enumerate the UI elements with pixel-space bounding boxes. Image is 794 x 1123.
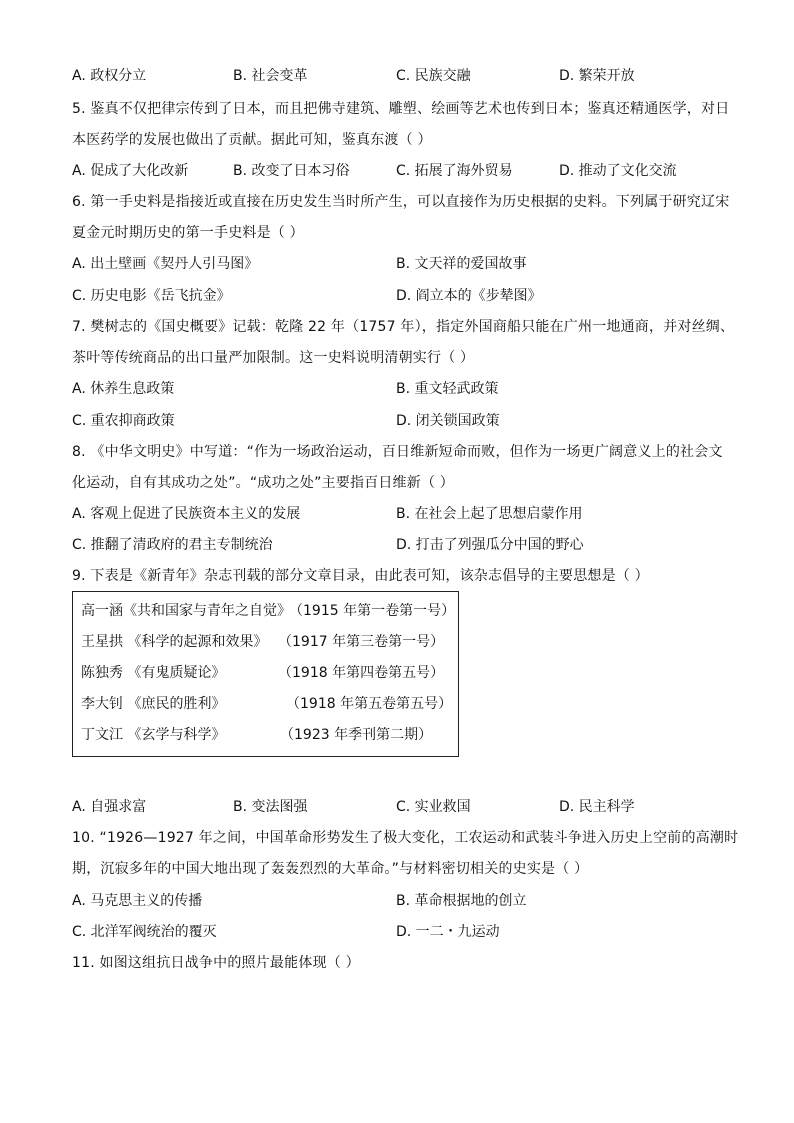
- q8-option-b: B. 在社会上起了思想启蒙作用: [396, 506, 583, 522]
- q8-stem-line1: 8. 《中华文明史》中写道：“作为一场政治运动，百日维新短命而败，但作为一场更广阔意义上的社会文: [72, 444, 723, 460]
- q7-option-d: D. 闭关锁国政策: [396, 413, 500, 429]
- toc-entry: 丁文江 《玄学与科学》: [81, 727, 226, 743]
- q6-option-d: D. 阎立本的《步辇图》: [396, 288, 542, 304]
- q8-stem-line2: 化运动，自有其成功之处”。“成功之处”主要指百日维新（ ）: [72, 475, 455, 491]
- q10-option-b: B. 革命根据地的创立: [396, 893, 527, 909]
- q10-option-c: C. 北洋军阀统治的覆灭: [72, 924, 217, 940]
- q6-stem-line2: 夏金元时期历史的第一手史料是（ ）: [72, 225, 304, 241]
- q4-option-d: D. 繁荣开放: [559, 68, 635, 84]
- q9-stem: 9. 下表是《新青年》杂志刊载的部分文章目录，由此表可知，该杂志倡导的主要思想是（ ）: [72, 568, 649, 584]
- q5-option-c: C. 拓展了海外贸易: [396, 163, 513, 179]
- q5-option-a: A. 促成了大化改新: [72, 163, 189, 179]
- toc-entry: 王星拱 《科学的起源和效果》: [81, 634, 268, 650]
- toc-publication: （1917 年第三卷第一号）: [278, 634, 445, 650]
- q5-option-d: D. 推动了文化交流: [559, 163, 677, 179]
- q4-option-c: C. 民族交融: [396, 68, 471, 84]
- q9-option-c: C. 实业救国: [396, 799, 471, 815]
- q6-option-a: A. 出土壁画《契丹人引马图》: [72, 256, 259, 272]
- q6-stem-line1: 6. 第一手史料是指接近或直接在历史发生当时所产生，可以直接作为历史根据的史料。下列属于研究辽宋: [72, 194, 730, 210]
- q10-stem-line2: 期，沉寂多年的中国大地出现了轰轰烈烈的大革命。”与材料密切相关的史实是（ ）: [72, 861, 589, 877]
- q11-stem: 11. 如图这组抗日战争中的照片最能体现（ ）: [72, 955, 360, 971]
- q7-option-b: B. 重文轻武政策: [396, 381, 499, 397]
- q5-option-b: B. 改变了日本习俗: [233, 163, 350, 179]
- toc-publication: （1918 年第五卷第五号）: [286, 696, 453, 712]
- q7-stem-line1: 7. 樊树志的《国史概要》记载：乾隆 22 年（1757 年），指定外国商船只能在广州一地通商，并对丝绸、: [72, 319, 735, 335]
- q5-stem-line2: 本医药学的发展也做出了贡献。据此可知，鉴真东渡（ ）: [72, 132, 432, 148]
- toc-publication: （1915 年第一卷第一号）: [289, 603, 456, 619]
- q8-option-d: D. 打击了列强瓜分中国的野心: [396, 537, 584, 553]
- q9-option-d: D. 民主科学: [559, 799, 635, 815]
- q7-option-c: C. 重农抑商政策: [72, 413, 175, 429]
- q9-option-b: B. 变法图强: [233, 799, 308, 815]
- q4-option-b: B. 社会变革: [233, 68, 308, 84]
- q8-option-c: C. 推翻了清政府的君主专制统治: [72, 537, 273, 553]
- q10-option-a: A. 马克思主义的传播: [72, 893, 203, 909]
- q6-option-c: C. 历史电影《岳飞抗金》: [72, 288, 231, 304]
- q7-stem-line2: 茶叶等传统商品的出口量严加限制。这一史料说明清朝实行（ ）: [72, 350, 475, 366]
- toc-entry: 高一涵《共和国家与青年之自觉》: [81, 603, 291, 619]
- q7-option-a: A. 休养生息政策: [72, 381, 175, 397]
- toc-entry: 李大钊 《庶民的胜利》: [81, 696, 226, 712]
- q9-option-a: A. 自强求富: [72, 799, 147, 815]
- toc-entry: 陈独秀 《有鬼质疑论》: [81, 665, 226, 681]
- toc-publication: （1918 年第四卷第五号）: [278, 665, 445, 681]
- q10-option-d: D. 一二・九运动: [396, 924, 500, 940]
- q4-option-a: A. 政权分立: [72, 68, 147, 84]
- q6-option-b: B. 文天祥的爱国故事: [396, 256, 527, 272]
- toc-publication: （1923 年季刊第二期）: [280, 727, 433, 743]
- q9-table-of-contents: [72, 591, 459, 757]
- q8-option-a: A. 客观上促进了民族资本主义的发展: [72, 506, 301, 522]
- q10-stem-line1: 10. “1926—1927 年之间，中国革命形势发生了极大变化，工农运动和武装斗争进入历史上空前的高潮时: [72, 830, 739, 846]
- q5-stem-line1: 5. 鉴真不仅把律宗传到了日本，而且把佛寺建筑、雕塑、绘画等艺术也传到日本；鉴真还精通医学，对日: [72, 101, 730, 117]
